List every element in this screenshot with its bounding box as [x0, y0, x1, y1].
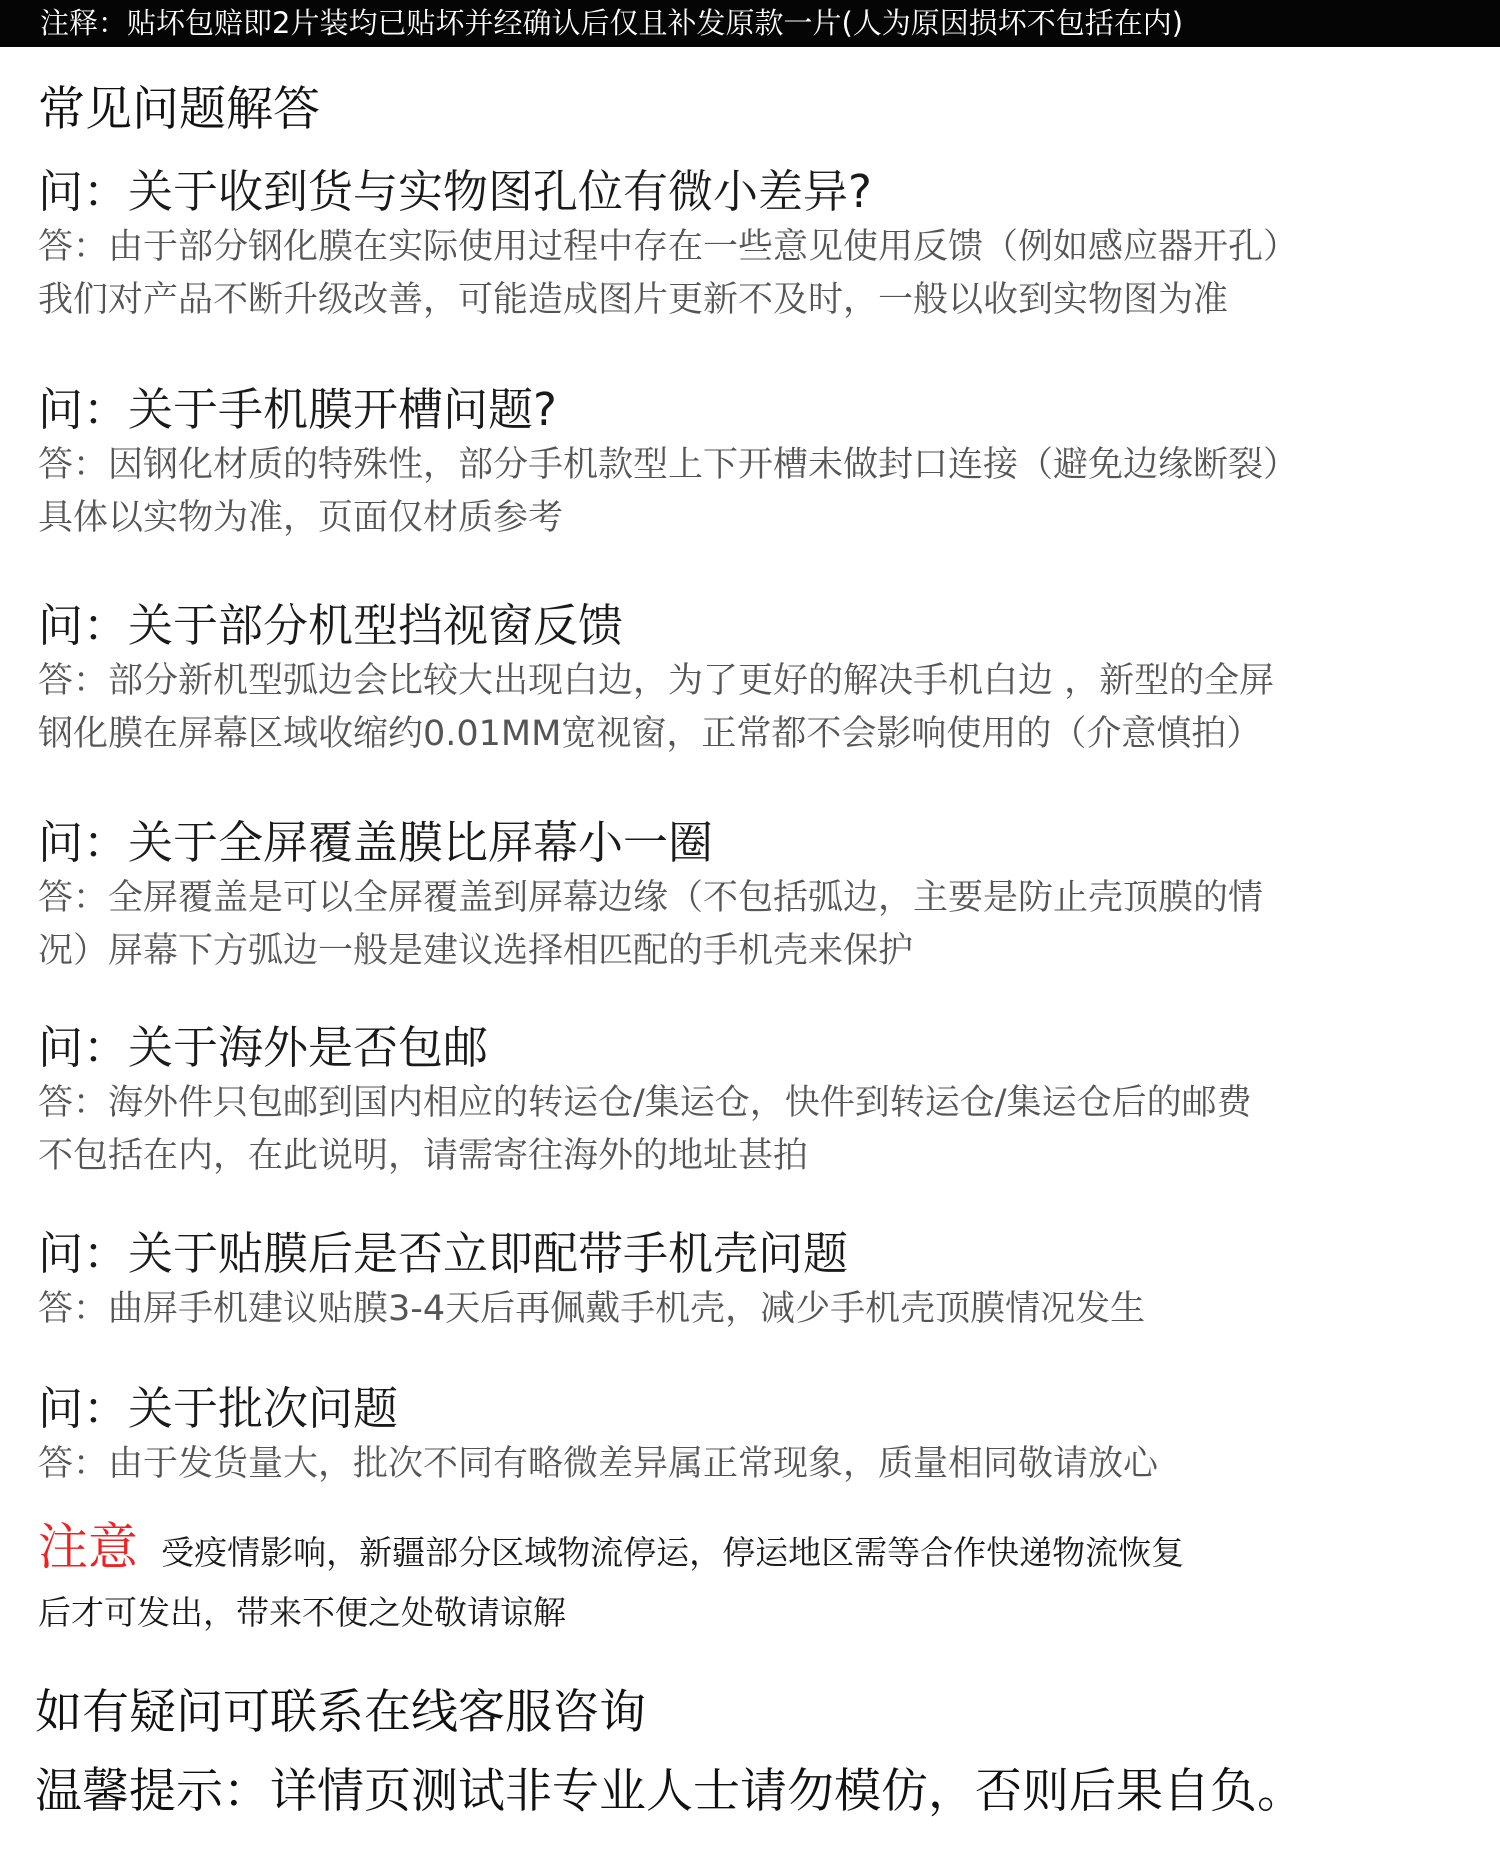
faq-answer-line: 答：海外件只包邮到国内相应的转运仓/集运仓，快件到转运仓/集运仓后的邮费	[38, 1083, 1252, 1123]
faq-answer-line: 具体以实物为准，页面仅材质参考	[38, 498, 564, 538]
notice-label: 注意	[38, 1518, 138, 1576]
faq-answer-line: 答：部分新机型弧边会比较大出现白边，为了更好的解决手机白边 ，新型的全屏	[38, 661, 1275, 701]
faq-answer-line: 答：全屏覆盖是可以全屏覆盖到屏幕边缘（不包括弧边，主要是防止壳顶膜的情	[38, 878, 1264, 918]
faq-answer-line: 不包括在内，在此说明，请需寄往海外的地址甚拍	[38, 1136, 809, 1176]
banner-text: 注释：贴坏包赔即2片装均已贴坏并经确认后仅且补发原款一片(人为原因损坏不包括在内)	[40, 6, 1184, 40]
faq-question: 问：关于贴膜后是否立即配带手机壳问题	[38, 1227, 849, 1280]
page-title: 常见问题解答	[38, 82, 320, 137]
notice-text: 受疫情影响，新疆部分区域物流停运，停运地区需等合作快递物流恢复	[161, 1533, 1185, 1572]
faq-item-6	[38, 1225, 1468, 1336]
faq-item-3	[38, 597, 1468, 761]
faq-item-2	[38, 381, 1468, 545]
faq-answer-line: 况）屏幕下方弧边一般是建议选择相匹配的手机壳来保护	[38, 931, 914, 971]
faq-question: 问：关于收到货与实物图孔位有微小差异?	[38, 165, 872, 218]
notice-text-continued: 后才可发出，带来不便之处敬请谅解	[38, 1593, 566, 1632]
faq-answer-line: 钢化膜在屏幕区域收缩约0.01MM宽视窗，正常都不会影响使用的（介意慎拍）	[38, 714, 1262, 754]
faq-question: 问：关于海外是否包邮	[38, 1021, 489, 1074]
faq-answer-line: 答：曲屏手机建议贴膜3-4天后再佩戴手机壳，减少手机壳顶膜情况发生	[38, 1289, 1146, 1329]
top-banner	[0, 0, 1500, 47]
notice-first-line	[38, 1512, 1468, 1582]
faq-answer-line: 答：因钢化材质的特殊性，部分手机款型上下开槽未做封口连接（避免边缘断裂）	[38, 445, 1299, 485]
faq-answer-line: 答：由于发货量大，批次不同有略微差异属正常现象，质量相同敬请放心	[38, 1444, 1159, 1484]
notice-block	[38, 1512, 1468, 1638]
faq-item-7	[38, 1380, 1468, 1491]
faq-item-5	[38, 1019, 1468, 1183]
faq-answer-line: 答：由于部分钢化膜在实际使用过程中存在一些意见使用反馈（例如感应器开孔）	[38, 227, 1299, 267]
faq-item-1	[38, 163, 1468, 327]
faq-question: 问：关于批次问题	[38, 1382, 399, 1435]
contact-note: 如有疑问可联系在线客服咨询	[35, 1685, 646, 1740]
warning-note: 温馨提示：详情页测试非专业人士请勿模仿，否则后果自负。	[35, 1764, 1304, 1819]
faq-answer-line: 我们对产品不断升级改善，可能造成图片更新不及时，一般以收到实物图为准	[38, 280, 1229, 320]
faq-question: 问：关于全屏覆盖膜比屏幕小一圈	[38, 816, 714, 869]
faq-question: 问：关于手机膜开槽问题?	[38, 383, 557, 436]
faq-question: 问：关于部分机型挡视窗反馈	[38, 599, 624, 652]
faq-item-4	[38, 814, 1468, 978]
